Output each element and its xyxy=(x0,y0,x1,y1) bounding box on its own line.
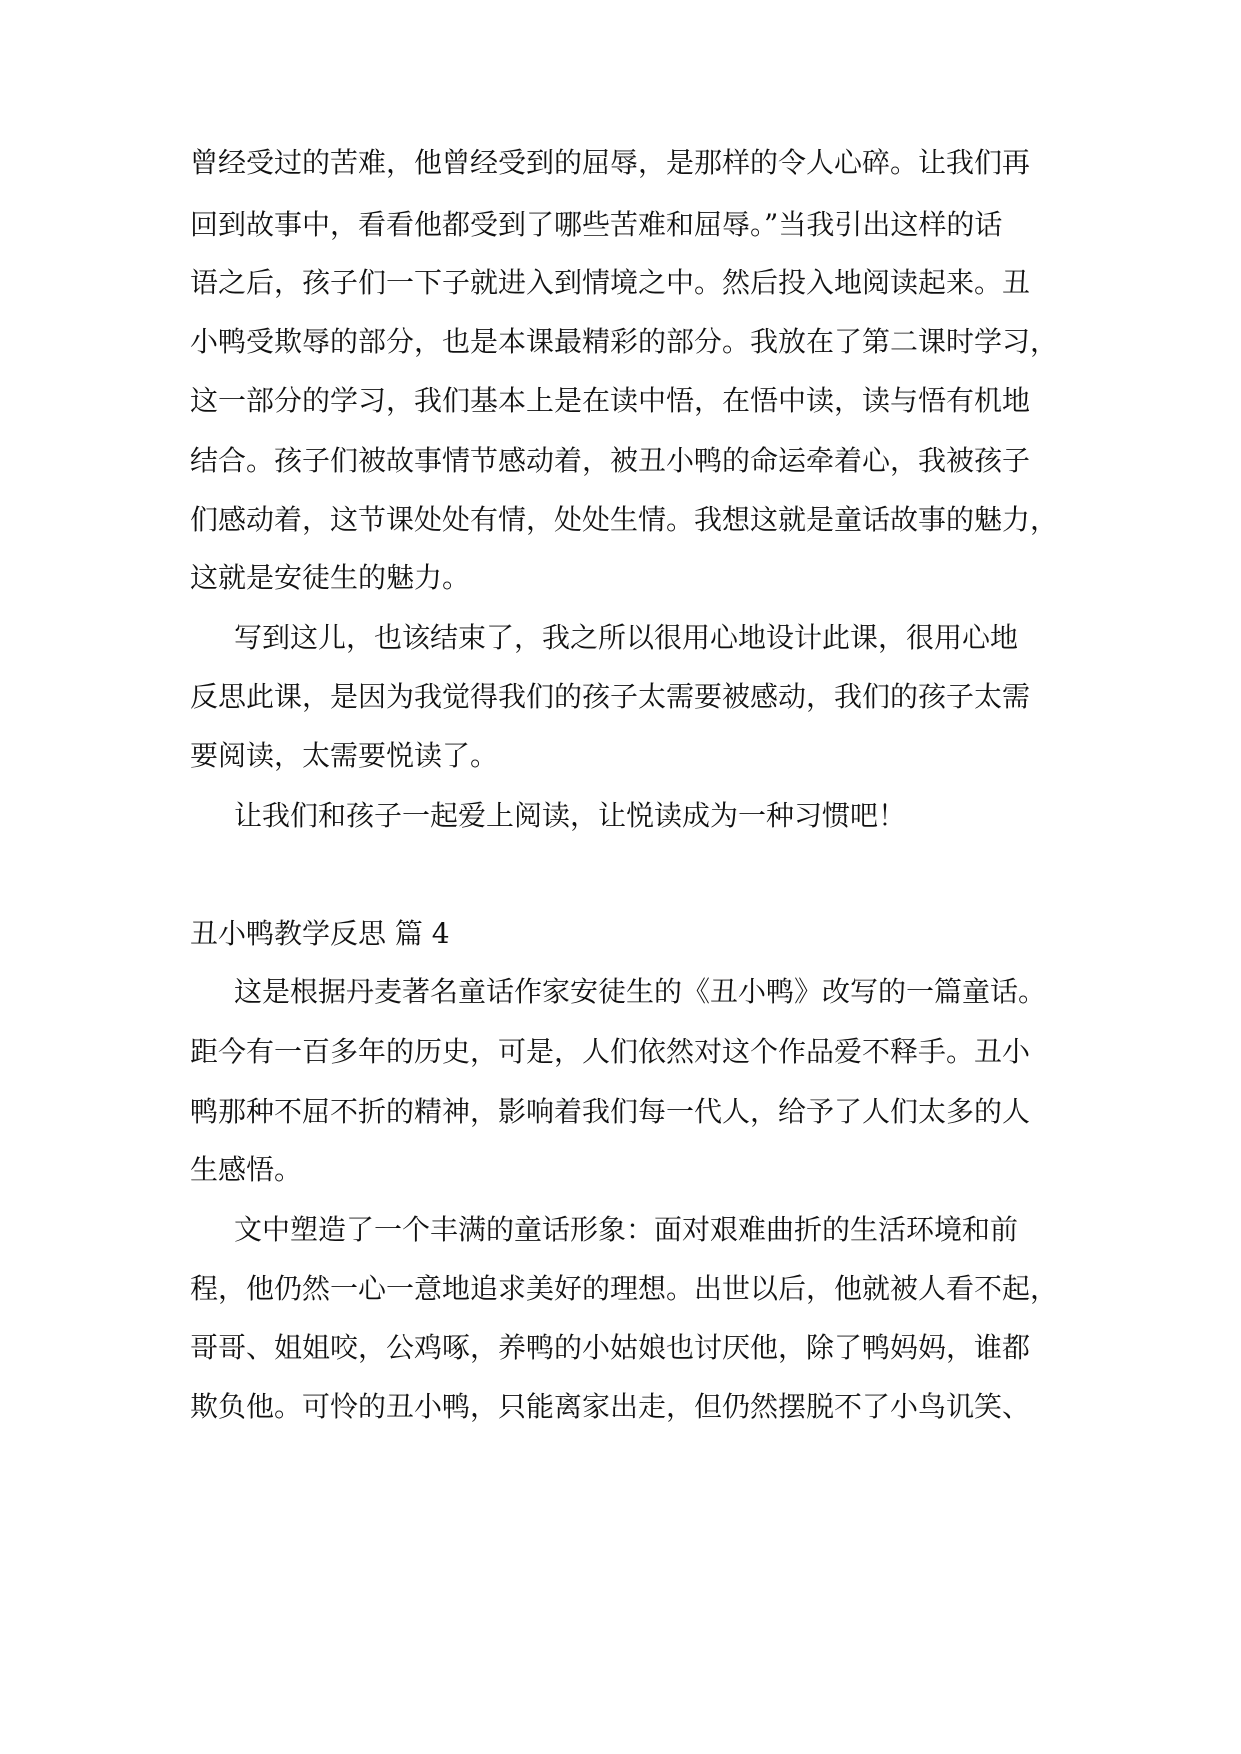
text-line: 回到故事中，看看他都受到了哪些苦难和屈辱。”当我引出这样的话 xyxy=(190,208,1003,241)
text-line: 这就是安徒生的魅力。 xyxy=(190,561,471,594)
text-line: 生感悟。 xyxy=(190,1153,303,1186)
text-line: 结合。孩子们被故事情节感动着，被丑小鸭的命运牵着心，我被孩子 xyxy=(190,444,1031,477)
text-line: 哥哥、姐姐咬，公鸡啄，养鸭的小姑娘也讨厌他，除了鸭妈妈，谁都 xyxy=(190,1331,1031,1364)
text-line: 文中塑造了一个丰满的童话形象：面对艰难曲折的生活环境和前 xyxy=(234,1213,1019,1246)
text-line: 反思此课，是因为我觉得我们的孩子太需要被感动，我们的孩子太需 xyxy=(190,680,1031,713)
section-heading: 丑小鸭教学反思 篇 4 xyxy=(190,917,450,950)
text-line: 曾经受过的苦难，他曾经受到的屈辱，是那样的令人心碎。让我们再 xyxy=(190,146,1031,179)
text-line: 要阅读，太需要悦读了。 xyxy=(190,739,499,772)
text-line: 鸭那种不屈不折的精神，影响着我们每一代人，给予了人们太多的人 xyxy=(190,1095,1031,1128)
text-line: 让我们和孩子一起爱上阅读，让悦读成为一种习惯吧！ xyxy=(234,799,907,832)
text-line: 这一部分的学习，我们基本上是在读中悟，在悟中读，读与悟有机地 xyxy=(190,384,1031,417)
text-line: 距今有一百多年的历史，可是，人们依然对这个作品爱不释手。丑小 xyxy=(190,1035,1031,1068)
text-line: 程，他仍然一心一意地追求美好的理想。出世以后，他就被人看不起， xyxy=(190,1272,1059,1305)
text-line: 这是根据丹麦著名童话作家安徒生的《丑小鸭》改写的一篇童话。 xyxy=(234,975,1047,1008)
text-line: 欺负他。可怜的丑小鸭，只能离家出走，但仍然摆脱不了小鸟讥笑、 xyxy=(190,1390,1031,1423)
text-line: 们感动着，这节课处处有情，处处生情。我想这就是童话故事的魅力， xyxy=(190,503,1059,536)
text-line: 语之后，孩子们一下子就进入到情境之中。然后投入地阅读起来。丑 xyxy=(190,266,1031,299)
text-line: 小鸭受欺辱的部分，也是本课最精彩的部分。我放在了第二课时学习， xyxy=(190,325,1059,358)
text-line: 写到这儿，也该结束了，我之所以很用心地设计此课，很用心地 xyxy=(234,621,1019,654)
